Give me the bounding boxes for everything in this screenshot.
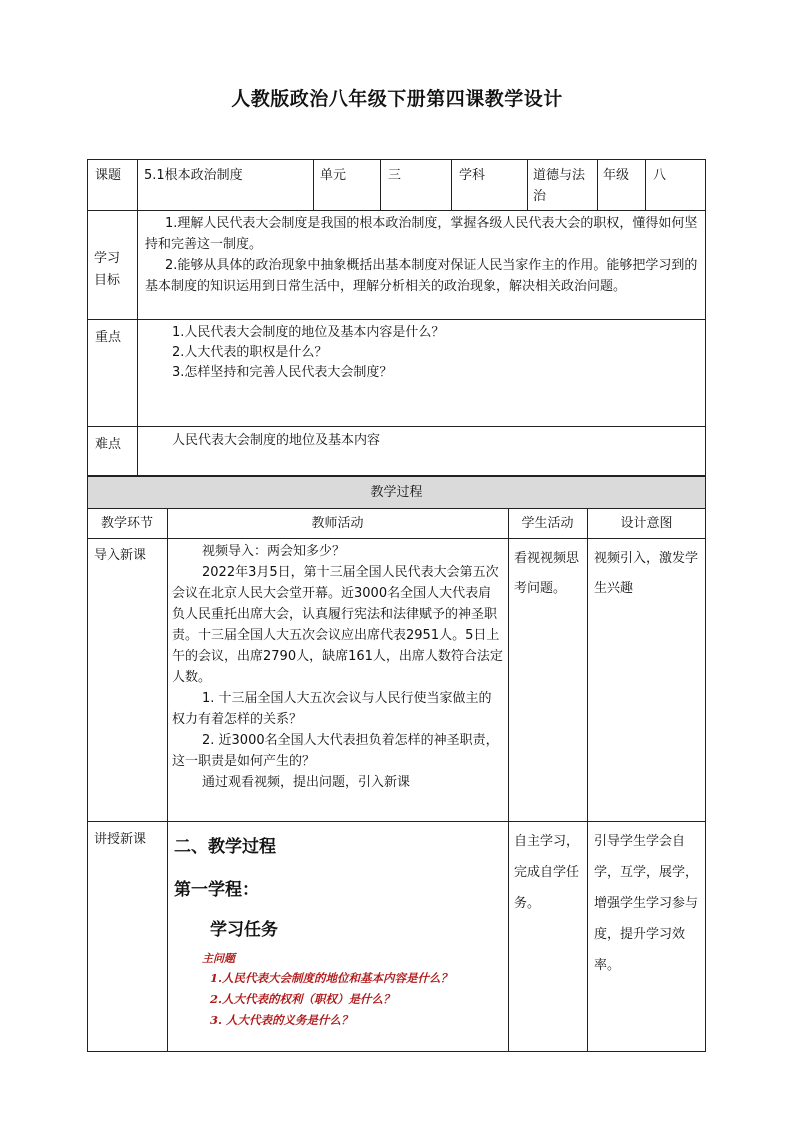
divider [587, 508, 588, 1052]
lecture-intent: 引导学生学会自学，互学，展学，增强学生学习参与度，提升学习效率。 [594, 834, 699, 973]
subject-value: 道德与法治 [533, 168, 586, 204]
divider [87, 210, 706, 211]
process-band-label: 教学过程 [370, 485, 423, 500]
main-question-label: 主问题 [202, 952, 235, 965]
main-question: 3. 人大代表的义务是什么？ [210, 1013, 353, 1027]
lecture-subheading: 第一学程： [174, 880, 259, 900]
info-table [87, 159, 706, 476]
key-points-label: 重点 [95, 330, 122, 345]
divider [87, 426, 706, 427]
divider [313, 159, 314, 210]
intro-teacher-line: 通过观看视频，提出问题，引入新课 [202, 775, 411, 790]
divider [597, 159, 598, 210]
lecture-student: 自主学习，完成自学任务。 [514, 834, 580, 911]
unit-label: 单元 [320, 168, 347, 183]
subject-label: 学科 [459, 168, 486, 183]
difficulty-label: 难点 [95, 437, 122, 452]
lecture-heading: 二、教学过程 [174, 837, 276, 857]
col-header-teacher: 教师活动 [311, 516, 364, 531]
difficulty-text: 人民代表大会制度的地位及基本内容 [172, 433, 381, 448]
divider [645, 159, 646, 210]
key-point-item: 3.怎样坚持和完善人民代表大会制度？ [172, 365, 393, 380]
divider [137, 159, 138, 476]
goal-item: 1.理解人民代表大会制度是我国的根本政治制度，掌握各级人民代表大会的职权，懂得如何坚持和完善这一制度。 [145, 216, 698, 252]
col-header-intent: 设计意图 [620, 516, 673, 531]
stage-intro: 导入新课 [94, 548, 147, 563]
main-question: 2.人大代表的权利（职权）是什么？ [210, 992, 395, 1006]
main-question: 1.人民代表大会制度的地位和基本内容是什么？ [210, 971, 453, 985]
course-value: 5.1根本政治制度 [144, 168, 243, 183]
key-point-item: 2.人大代表的职权是什么？ [172, 345, 328, 360]
divider [508, 508, 509, 1052]
goal-item: 2.能够从具体的政治现象中抽象概括出基本制度对保证人民当家作主的作用。能够把学习到的基本制度的知识运用到日常生活中，理解分析相关的政治现象，解决相关政治问题。 [145, 258, 698, 294]
grade-label: 年级 [603, 168, 630, 183]
course-label: 课题 [95, 168, 122, 183]
divider [87, 319, 706, 320]
divider [87, 538, 706, 539]
goals-label: 学习目标 [94, 251, 121, 288]
grade-value: 八 [653, 168, 667, 183]
divider [380, 159, 381, 210]
unit-value: 三 [388, 168, 402, 183]
intro-teacher-question: 2. 近3000名全国人大代表担负着怎样的神圣职责，这一职责是如何产生的？ [172, 733, 499, 769]
intro-student: 看视视频思考问题。 [514, 551, 580, 596]
intro-teacher-line: 视频导入：两会知多少？ [202, 544, 346, 559]
col-header-student: 学生活动 [521, 516, 574, 531]
divider [87, 508, 706, 509]
stage-lecture: 讲授新课 [94, 832, 147, 847]
divider [167, 508, 168, 1052]
col-header-stage: 教学环节 [100, 516, 153, 531]
intro-teacher-question: 1. 十三届全国人大五次会议与人民行使当家做主的权力有着怎样的关系？ [172, 691, 492, 727]
intro-intent: 视频引入，激发学生兴趣 [594, 551, 699, 596]
document-title: 人教版政治八年级下册第四课教学设计 [231, 88, 563, 110]
lecture-task-heading: 学习任务 [210, 920, 278, 940]
divider [87, 821, 706, 822]
divider [527, 159, 528, 210]
intro-teacher-para: 2022年3月5日，第十三届全国人民代表大会第五次会议在北京人民大会堂开幕。近3000名全国人大代表肩负人民重托出席大会，认真履行宪法和法律赋予的神圣职责。十三届全国人大五次会议应出席代表2951人。5日上午的会议，出席2790人，缺席161人，出席人数符合法定人数。 [172, 565, 503, 685]
key-point-item: 1.人民代表大会制度的地位及基本内容是什么？ [172, 325, 445, 340]
divider [451, 159, 452, 210]
